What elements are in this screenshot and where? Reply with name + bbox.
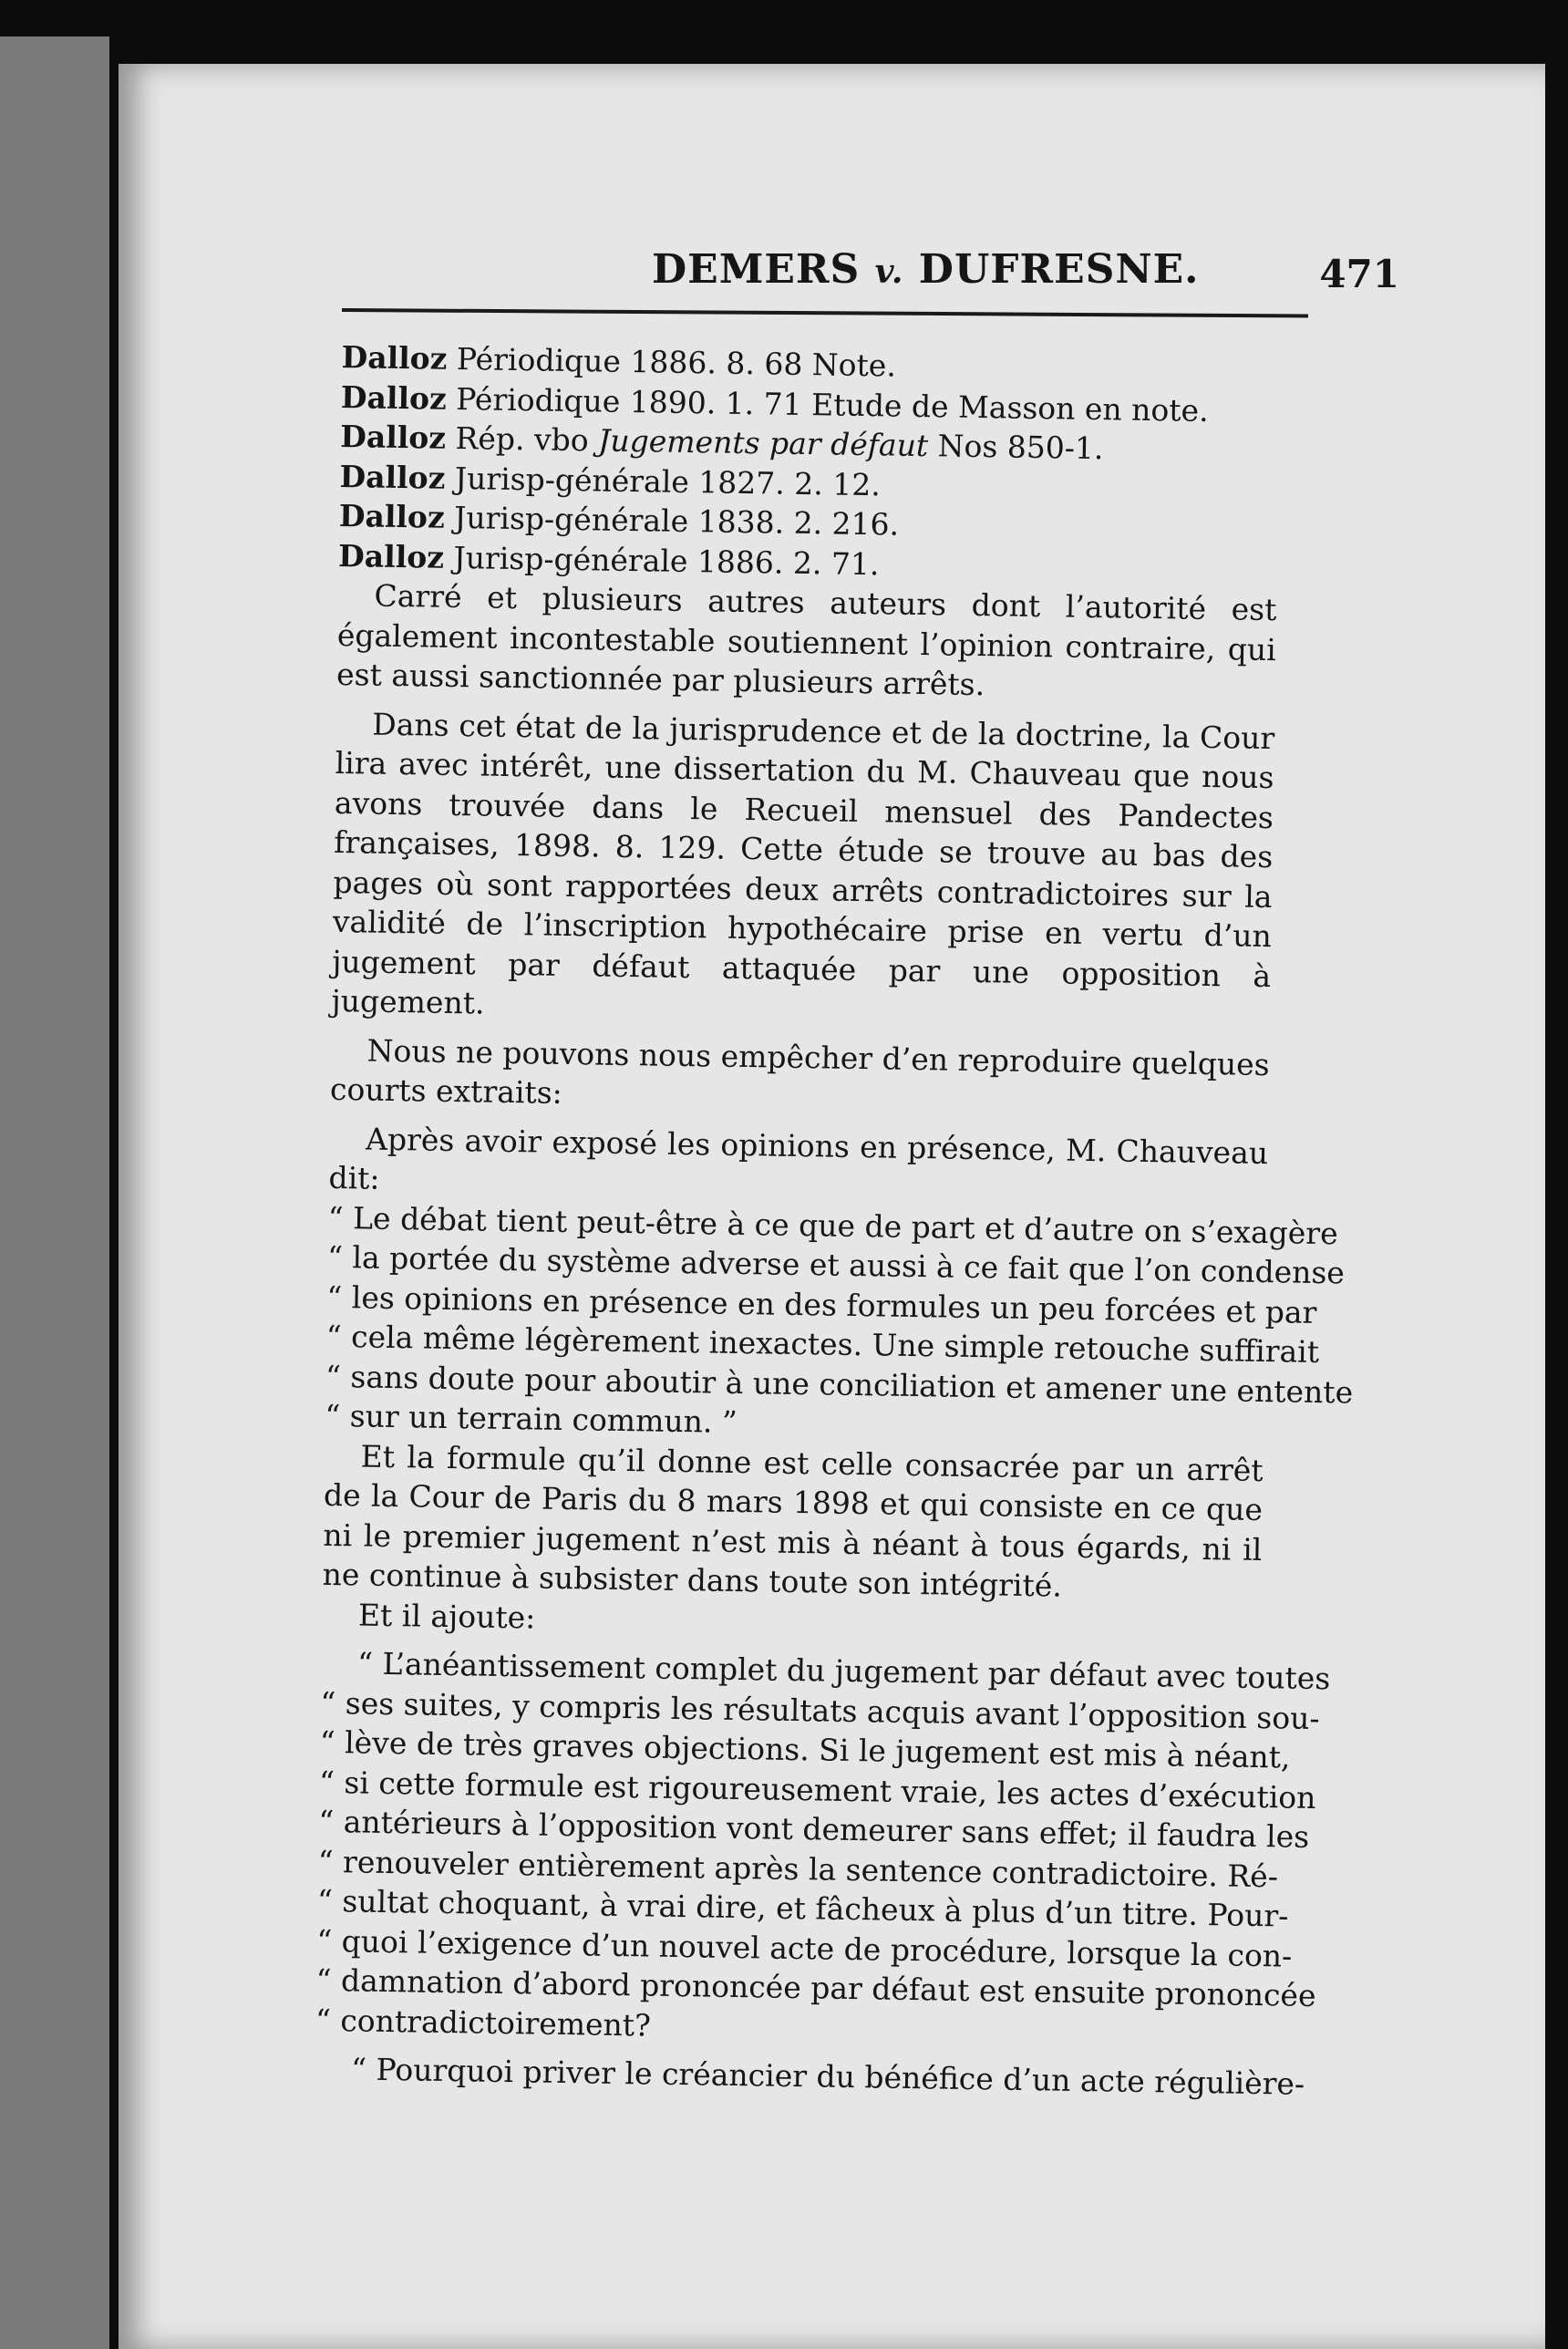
- reference-line: Dalloz Périodique 1890. 1. 71 Etude de Masson en note.: [340, 378, 1209, 429]
- left-page-edge: [0, 36, 109, 2349]
- book-page: [119, 64, 1545, 2349]
- title-right: DUFRESNE.: [918, 246, 1200, 293]
- title-left: DEMERS: [652, 246, 861, 293]
- running-title: [652, 246, 1200, 293]
- quote-line: “ cela même légèrement inexactes. Une simple retouche suffirait: [325, 1318, 1320, 1370]
- quote-line: “ sur un terrain commun. ”: [325, 1397, 738, 1440]
- quote-line: “ antérieurs à l’opposition vont demeurer sans effet; il faudra les: [318, 1803, 1310, 1855]
- reference-line: Dalloz Rép. vbo Jugements par défaut Nos 850-1.: [339, 418, 1104, 467]
- paragraph-carre: Carré et plusieurs autres auteurs dont l’autorité est également incontestable soutiennent l’opinion contraire, qui est aussi sanctionnée par plusieurs arrêts.: [335, 577, 1277, 703]
- quote-line: “ Le débat tient peut-être à ce que de part et d’autre on s’exagère: [327, 1199, 1338, 1251]
- page-number: 471: [1319, 252, 1399, 296]
- paragraph-nous-ne-pouvons: Nous ne pouvons nous empêcher d’en reproduire quelques courts extraits:: [329, 1032, 1270, 1111]
- paragraph-et-la-formule: Et la formule qu’il donne est celle consacrée par un arrêt de la Cour de Paris du 8 mars 1898 et qui consiste en ce que ni le premier jugement n’est mis à néant à tous égards, ni il ne continue à subsister dans toute son intégrité.: [322, 1437, 1264, 1604]
- quote-line: “ les opinions en présence en des formules un peu forcées et par: [326, 1278, 1317, 1330]
- reference-line: Dalloz Jurisp-générale 1886. 2. 71.: [337, 537, 880, 582]
- paragraph-et-il-ajoute: Et il ajoute:: [357, 1596, 536, 1636]
- quote-line: “ renouveler entièrement après la sentence contradictoire. Ré-: [317, 1843, 1279, 1894]
- reference-line: Dalloz Jurisp-générale 1827. 2. 12.: [339, 458, 882, 502]
- quote-line: “ sans doute pour aboutir à une conciliation et amener une entente: [325, 1358, 1354, 1411]
- header-rule: [342, 308, 1308, 317]
- quote-line: “ ses suites, y compris les résultats acquis avant l’opposition sou-: [320, 1684, 1320, 1736]
- paragraph-dans-cet-etat: Dans cet état de la jurisprudence et de la doctrine, la Cour lira avec intérêt, une dissertation du M. Chauveau que nous avons trouvée dans le Recueil mensuel des Pandectes françaises, 1898. 8. 129. Cette étude se trouve au bas des pages où sont rapportées deux arrêts contradictoires sur la validité de l’inscription hypothécaire prise en vertu d’un jugement par défaut attaquée par une opposition à jugement.: [331, 706, 1275, 1021]
- quote-line: “ lève de très graves objections. Si le jugement est mis à néant,: [319, 1723, 1291, 1775]
- quote-line: “ contradictoirement?: [315, 2002, 652, 2044]
- quote-line: “ quoi l’exigence d’un nouvel acte de procédure, lorsque la con-: [316, 1922, 1293, 1974]
- quote-line: “ damnation d’abord prononcée par défaut est ensuite prononcée: [315, 1961, 1316, 2014]
- title-versus: v.: [874, 253, 904, 291]
- quote-line: “ L’anéantissement complet du jugement par défaut avec toutes: [356, 1645, 1331, 1697]
- body-text: [315, 337, 1354, 2103]
- reference-line: Dalloz Périodique 1886. 8. 68 Note.: [341, 338, 897, 384]
- quote-chauveau-1: [325, 1197, 1354, 1450]
- quote-chauveau-2: [315, 1643, 1331, 2054]
- quote-line: “ la portée du système adverse et aussi à ce fait que l’on condense: [326, 1238, 1346, 1291]
- paragraph-apres-avoir: Après avoir exposé les opinions en présence, M. Chauveau dit:: [328, 1121, 1269, 1196]
- reference-line: Dalloz Jurisp-générale 1838. 2. 216.: [338, 497, 900, 543]
- running-header: [342, 246, 1399, 301]
- quote-line: “ sultat choquant, à vrai dire, et fâcheux à plus d’un titre. Pour-: [316, 1882, 1289, 1934]
- quote-line: “ si cette formule est rigoureusement vraie, les actes d’exécution: [318, 1764, 1316, 1816]
- final-line: “ Pourquoi priver le créancier du bénéfice d’un acte régulière-: [350, 2051, 1305, 2102]
